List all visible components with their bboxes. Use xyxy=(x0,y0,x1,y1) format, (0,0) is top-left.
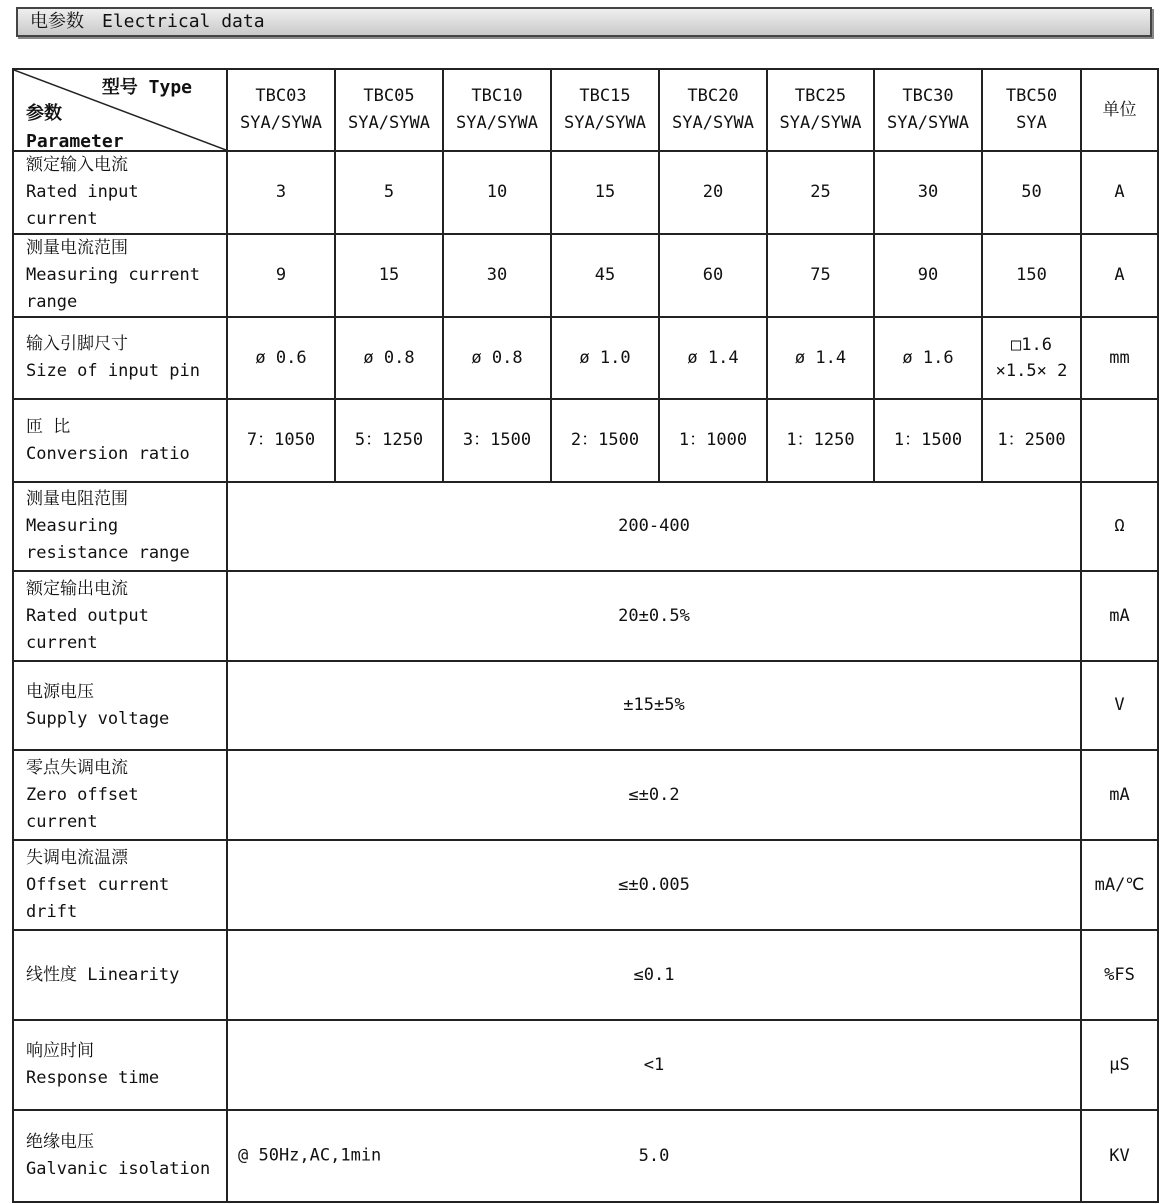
table-row xyxy=(13,317,1158,399)
value-cell: 20 xyxy=(659,151,767,234)
model-header: TBC15 SYA/SYWA xyxy=(551,69,659,151)
model-header: TBC20 SYA/SYWA xyxy=(659,69,767,151)
value-cell: ø 1.0 xyxy=(551,317,659,399)
param-label-en: Parameter xyxy=(26,131,124,151)
value-cell: 50 xyxy=(982,151,1081,234)
test-condition: @ 50Hz,AC,1min xyxy=(238,1145,382,1166)
value-cell: ø 1.4 xyxy=(659,317,767,399)
value-cell: 30 xyxy=(443,234,551,317)
value-cell: 20±0.5% xyxy=(227,571,1081,661)
value-cell: 200-400 xyxy=(227,482,1081,571)
value-cell: 5：1250 xyxy=(335,399,443,482)
type-label: 型号 Type xyxy=(101,77,192,98)
param-cell: 匝 比 Conversion ratio xyxy=(13,399,227,482)
value-cell: 1：1000 xyxy=(659,399,767,482)
header-row xyxy=(13,69,1158,151)
unit-cell: mA xyxy=(1081,571,1158,661)
table-row xyxy=(13,750,1158,840)
value-cell: 3 xyxy=(227,151,335,234)
value-cell: 10 xyxy=(443,151,551,234)
value-cell xyxy=(227,1110,1081,1202)
section-title-en: Electrical data xyxy=(102,11,265,32)
unit-cell xyxy=(1081,399,1158,482)
table-row xyxy=(13,661,1158,750)
param-cell: 测量电阻范围 Measuring resistance range xyxy=(13,482,227,571)
value-cell: 1：1500 xyxy=(874,399,982,482)
table-row xyxy=(13,234,1158,317)
section-title-cn: 电参数 xyxy=(30,11,84,32)
value-cell: ø 1.4 xyxy=(767,317,874,399)
param-cell: 零点失调电流 Zero offset current xyxy=(13,750,227,840)
param-cell: 电源电压 Supply voltage xyxy=(13,661,227,750)
value-cell: □1.6 ×1.5× 2 xyxy=(982,317,1081,399)
model-header: TBC50 SYA xyxy=(982,69,1081,151)
unit-cell: mA/℃ xyxy=(1081,840,1158,930)
param-cell: 测量电流范围 Measuring current range xyxy=(13,234,227,317)
value-cell: 15 xyxy=(335,234,443,317)
value-cell: 90 xyxy=(874,234,982,317)
unit-cell: mA xyxy=(1081,750,1158,840)
value-cell: <1 xyxy=(227,1020,1081,1110)
isolation-value: 5.0 xyxy=(638,1145,670,1166)
value-cell: 45 xyxy=(551,234,659,317)
unit-cell: μS xyxy=(1081,1020,1158,1110)
unit-cell: V xyxy=(1081,661,1158,750)
value-cell: 30 xyxy=(874,151,982,234)
param-cell: 额定输出电流 Rated output current xyxy=(13,571,227,661)
param-cell: 输入引脚尺寸 Size of input pin xyxy=(13,317,227,399)
unit-cell: KV xyxy=(1081,1110,1158,1202)
value-cell: ø 0.8 xyxy=(443,317,551,399)
unit-cell: %FS xyxy=(1081,930,1158,1020)
electrical-data-table xyxy=(12,68,1159,1203)
value-cell: 2：1500 xyxy=(551,399,659,482)
value-cell: ø 1.6 xyxy=(874,317,982,399)
value-cell: ≤±0.005 xyxy=(227,840,1081,930)
table-row xyxy=(13,930,1158,1020)
model-header: TBC03 SYA/SYWA xyxy=(227,69,335,151)
corner-header-cell xyxy=(13,69,227,151)
value-cell: 7：1050 xyxy=(227,399,335,482)
model-header: TBC30 SYA/SYWA xyxy=(874,69,982,151)
value-cell: 3：1500 xyxy=(443,399,551,482)
table-row xyxy=(13,482,1158,571)
table-row xyxy=(13,399,1158,482)
value-cell: 75 xyxy=(767,234,874,317)
table-row xyxy=(13,1110,1158,1202)
model-header: TBC10 SYA/SYWA xyxy=(443,69,551,151)
value-cell: 1：1250 xyxy=(767,399,874,482)
table-row xyxy=(13,571,1158,661)
value-cell: 1：2500 xyxy=(982,399,1081,482)
value-cell: ±15±5% xyxy=(227,661,1081,750)
value-cell: 60 xyxy=(659,234,767,317)
value-cell: 15 xyxy=(551,151,659,234)
value-cell: ≤±0.2 xyxy=(227,750,1081,840)
table-row xyxy=(13,840,1158,930)
table-row xyxy=(13,1020,1158,1110)
value-cell: ø 0.8 xyxy=(335,317,443,399)
param-cell: 额定输入电流 Rated input current xyxy=(13,151,227,234)
param-cell: 线性度 Linearity xyxy=(13,930,227,1020)
unit-cell: A xyxy=(1081,234,1158,317)
param-cell: 绝缘电压 Galvanic isolation xyxy=(13,1110,227,1202)
unit-header: 单位 xyxy=(1081,69,1158,151)
param-cell: 响应时间 Response time xyxy=(13,1020,227,1110)
value-cell: ø 0.6 xyxy=(227,317,335,399)
value-cell: 9 xyxy=(227,234,335,317)
param-label-cn: 参数 xyxy=(26,103,62,124)
param-cell: 失调电流温漂 Offset current drift xyxy=(13,840,227,930)
unit-cell: Ω xyxy=(1081,482,1158,571)
table-row xyxy=(13,151,1158,234)
model-header: TBC05 SYA/SYWA xyxy=(335,69,443,151)
unit-cell: A xyxy=(1081,151,1158,234)
value-cell: 5 xyxy=(335,151,443,234)
value-cell: 150 xyxy=(982,234,1081,317)
value-cell: 25 xyxy=(767,151,874,234)
model-header: TBC25 SYA/SYWA xyxy=(767,69,874,151)
unit-cell: mm xyxy=(1081,317,1158,399)
value-cell: ≤0.1 xyxy=(227,930,1081,1020)
section-header xyxy=(16,7,1152,37)
